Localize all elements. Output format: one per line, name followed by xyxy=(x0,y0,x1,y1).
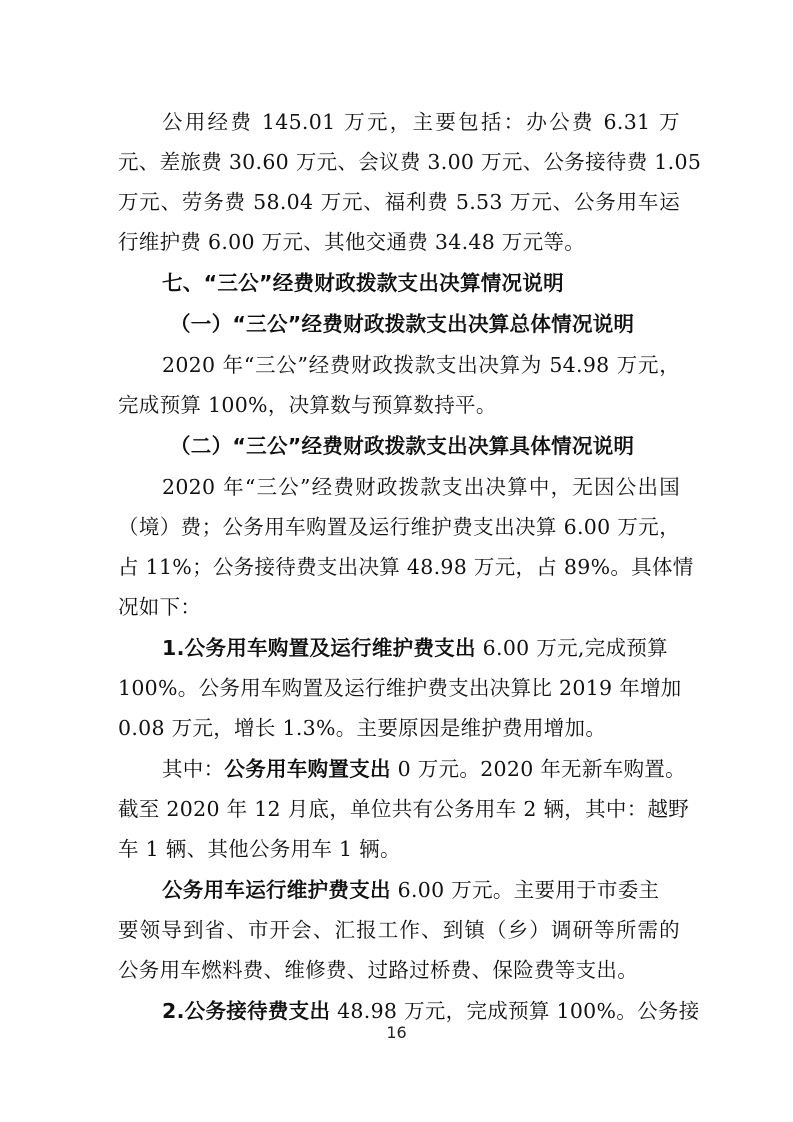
section-heading-7: 七、“三公”经费财政拨款支出决算情况说明 xyxy=(162,271,564,295)
p3-line-4: 况如下： xyxy=(118,595,202,619)
p2-line-1: 2020 年“三公”经费财政拨款支出决算为 54.98 万元， xyxy=(162,353,680,377)
p7-line-1-rest: 48.98 万元，完成预算 100%。公务接 xyxy=(330,999,700,1023)
p7-bold-lead: 2.公务接待费支出 xyxy=(162,999,331,1023)
p4-line-2: 100%。公务用车购置及运行维护费支出决算比 2019 年增加 xyxy=(118,676,682,700)
p4-line-3: 0.08 万元，增长 1.3%。主要原因是维护费用增加。 xyxy=(118,716,607,740)
p6-line-2: 要领导到省、市开会、汇报工作、到镇（乡）调研等所需的 xyxy=(118,918,680,942)
subsection-heading-7-2: （二）“三公”经费财政拨款支出决算具体情况说明 xyxy=(170,434,635,458)
p4-line-1 xyxy=(162,629,668,667)
p1-line-4: 行维护费 6.00 万元、其他交通费 34.48 万元等。 xyxy=(118,230,586,254)
p1-line-3: 万元、劳务费 58.04 万元、福利费 5.53 万元、公务用车运 xyxy=(118,190,680,214)
p5-line-1 xyxy=(162,750,686,788)
p6-line-3: 公务用车燃料费、维修费、过路过桥费、保险费等支出。 xyxy=(118,958,638,982)
p2-line-2: 完成预算 100%，决算数与预算数持平。 xyxy=(118,393,497,417)
p6-bold-lead: 公务用车运行维护费支出 xyxy=(162,878,391,902)
p1-line-1: 公用经费 145.01 万元，主要包括：办公费 6.31 万 xyxy=(162,110,680,134)
page-number: 16 xyxy=(386,1023,407,1042)
p5-prefix: 其中： xyxy=(162,757,225,781)
p3-line-3: 占 11%；公务接待费支出决算 48.98 万元，占 89%。具体情 xyxy=(118,555,694,579)
p3-line-2: （境）费；公务用车购置及运行维护费支出决算 6.00 万元， xyxy=(118,515,680,539)
p3-line-1: 2020 年“三公”经费财政拨款支出决算中，无因公出国 xyxy=(162,475,680,499)
p6-line-1-rest: 6.00 万元。主要用于市委主 xyxy=(390,878,660,902)
p5-bold-lead: 公务用车购置支出 xyxy=(224,757,391,781)
p6-line-1 xyxy=(162,871,659,909)
subsection-heading-7-1: （一）“三公”经费财政拨款支出决算总体情况说明 xyxy=(170,312,635,336)
p1-line-2: 元、差旅费 30.60 万元、会议费 3.00 万元、公务接待费 1.05 xyxy=(118,150,702,174)
p5-line-2: 截至 2020 年 12 月底，单位共有公务用车 2 辆，其中：越野 xyxy=(118,797,690,821)
p5-line-1-rest: 0 万元。2020 年无新车购置。 xyxy=(390,757,686,781)
p5-line-3: 车 1 辆、其他公务用车 1 辆。 xyxy=(118,837,401,861)
p4-line-1-rest: 6.00 万元,完成预算 xyxy=(475,636,668,660)
p4-bold-lead: 1.公务用车购置及运行维护费支出 xyxy=(162,636,476,660)
